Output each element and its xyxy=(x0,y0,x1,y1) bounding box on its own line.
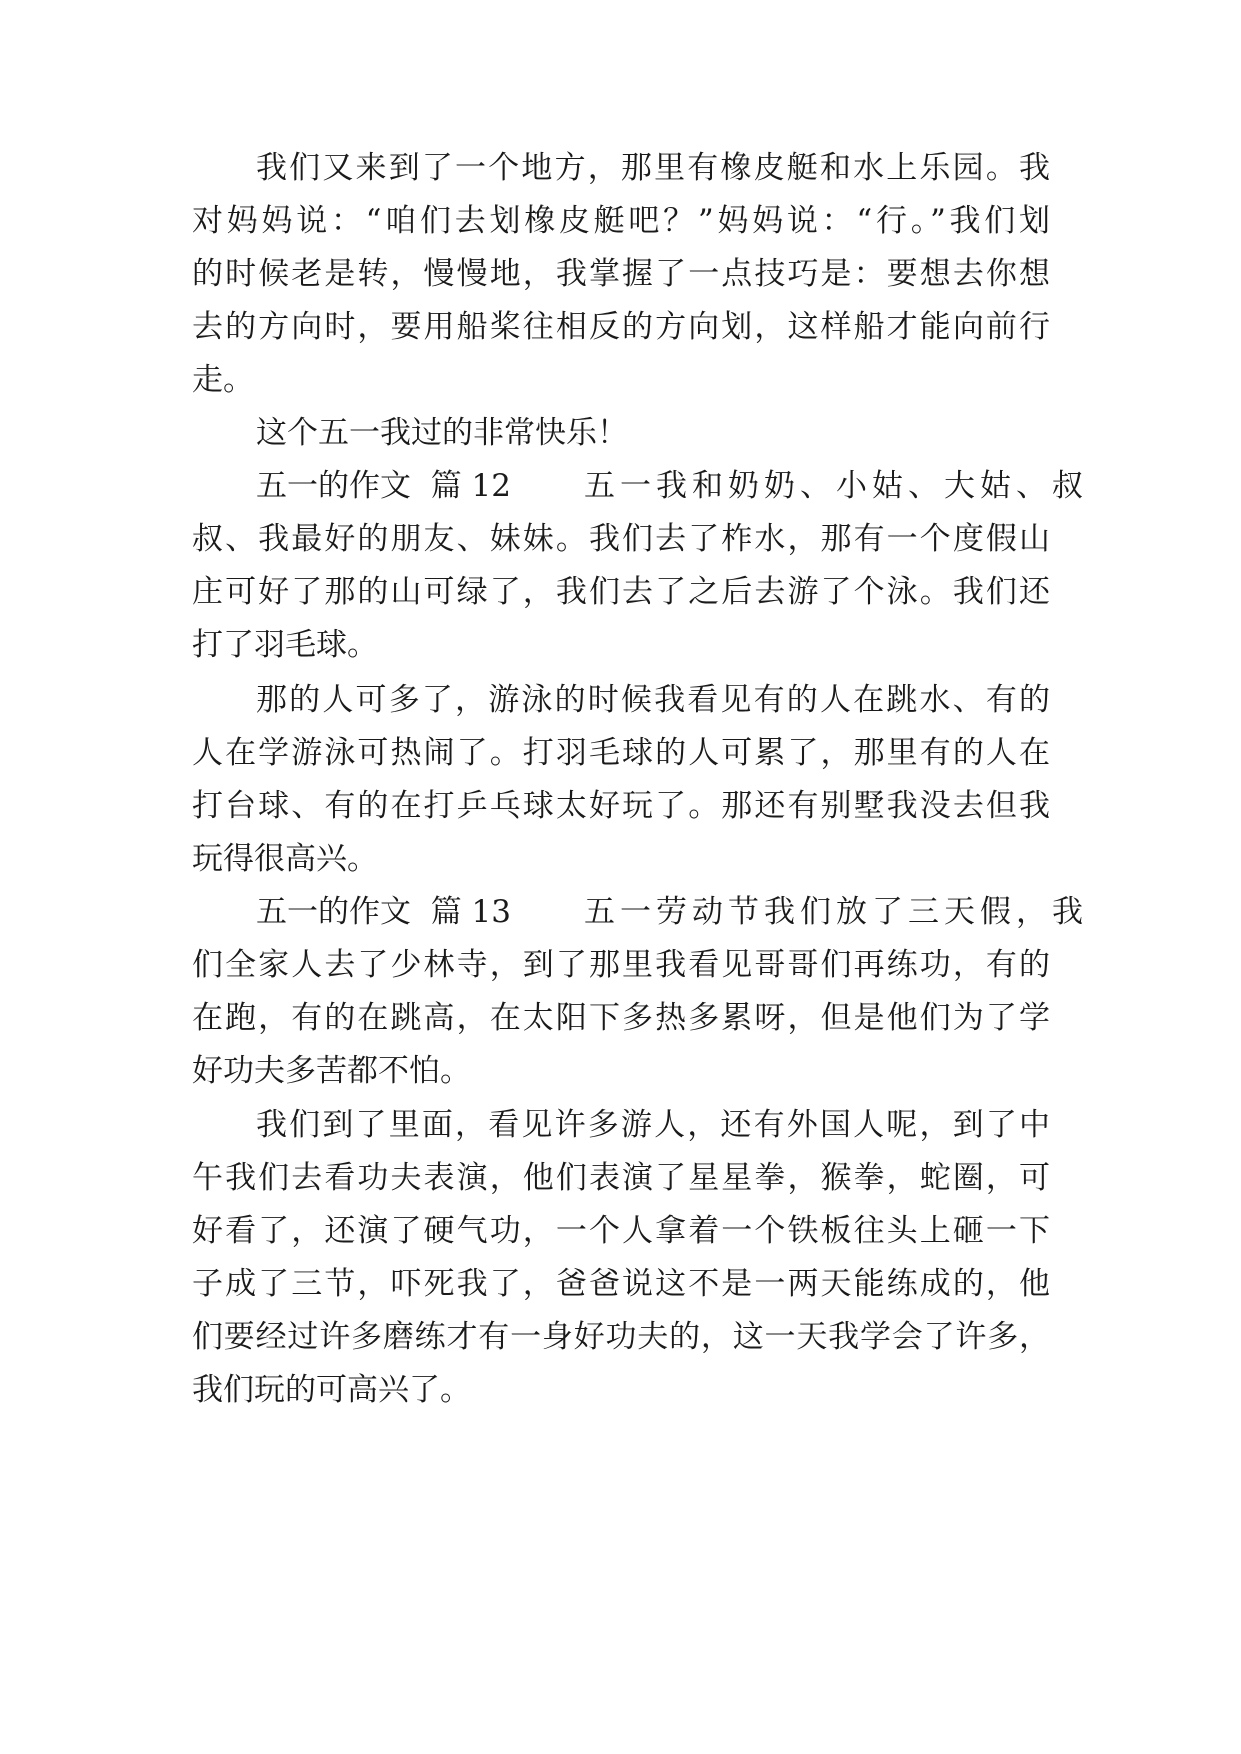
paragraph-3-line-3: 庄可好了那的山可绿了，我们去了之后去游了个泳。我们还 xyxy=(192,574,1050,610)
paragraph-6-line-4: 子成了三节，吓死我了，爸爸说这不是一两天能练成的，他 xyxy=(192,1266,1050,1302)
paragraph-1-line-3: 的时候老是转，慢慢地，我掌握了一点技巧是：要想去你想 xyxy=(192,256,1050,292)
paragraph-3-line-2: 叔、我最好的朋友、妹妹。我们去了柞水，那有一个度假山 xyxy=(192,521,1050,557)
paragraph-2-line-1: 这个五一我过的非常快乐！ xyxy=(256,415,628,451)
paragraph-1-line-2: 对妈妈说：“咱们去划橡皮艇吧？”妈妈说：“行。”我们划 xyxy=(192,203,1050,239)
paragraph-5-line-2: 们全家人去了少林寺，到了那里我看见哥哥们再练功，有的 xyxy=(192,947,1050,983)
paragraph-6-line-6: 我们玩的可高兴了。 xyxy=(192,1372,471,1408)
paragraph-6-line-3: 好看了，还演了硬气功，一个人拿着一个铁板往头上砸一下 xyxy=(192,1213,1050,1249)
paragraph-4-line-3: 打台球、有的在打乒乓球太好玩了。那还有别墅我没去但我 xyxy=(192,788,1050,824)
paragraph-4-line-1: 那的人可多了，游泳的时候我看见有的人在跳水、有的 xyxy=(256,682,1050,718)
paragraph-1-line-4: 去的方向时，要用船桨往相反的方向划，这样船才能向前行 xyxy=(192,309,1050,345)
paragraph-1-line-1: 我们又来到了一个地方，那里有橡皮艇和水上乐园。我 xyxy=(256,150,1050,186)
paragraph-3-line-1: 五一我和奶奶、小姑、大姑、叔 xyxy=(584,468,1088,504)
paragraph-4-line-2: 人在学游泳可热闹了。打羽毛球的人可累了，那里有的人在 xyxy=(192,735,1050,771)
paragraph-3-line-4: 打了羽毛球。 xyxy=(192,627,378,663)
essay-heading-13: 五一的作文 篇 13 xyxy=(256,894,512,930)
paragraph-6-line-2: 午我们去看功夫表演，他们表演了星星拳，猴拳，蛇圈，可 xyxy=(192,1160,1050,1196)
essay-heading-12: 五一的作文 篇 12 xyxy=(256,468,512,504)
paragraph-6-line-5: 们要经过许多磨练才有一身好功夫的，这一天我学会了许多， xyxy=(192,1319,1050,1355)
paragraph-5-line-4: 好功夫多苦都不怕。 xyxy=(192,1053,471,1089)
paragraph-4-line-4: 玩得很高兴。 xyxy=(192,841,378,877)
paragraph-5-line-1: 五一劳动节我们放了三天假，我 xyxy=(584,894,1088,930)
paragraph-1-line-5: 走。 xyxy=(192,362,254,398)
paragraph-6-line-1: 我们到了里面，看见许多游人，还有外国人呢，到了中 xyxy=(256,1107,1050,1143)
paragraph-5-line-3: 在跑，有的在跳高，在太阳下多热多累呀，但是他们为了学 xyxy=(192,1000,1050,1036)
